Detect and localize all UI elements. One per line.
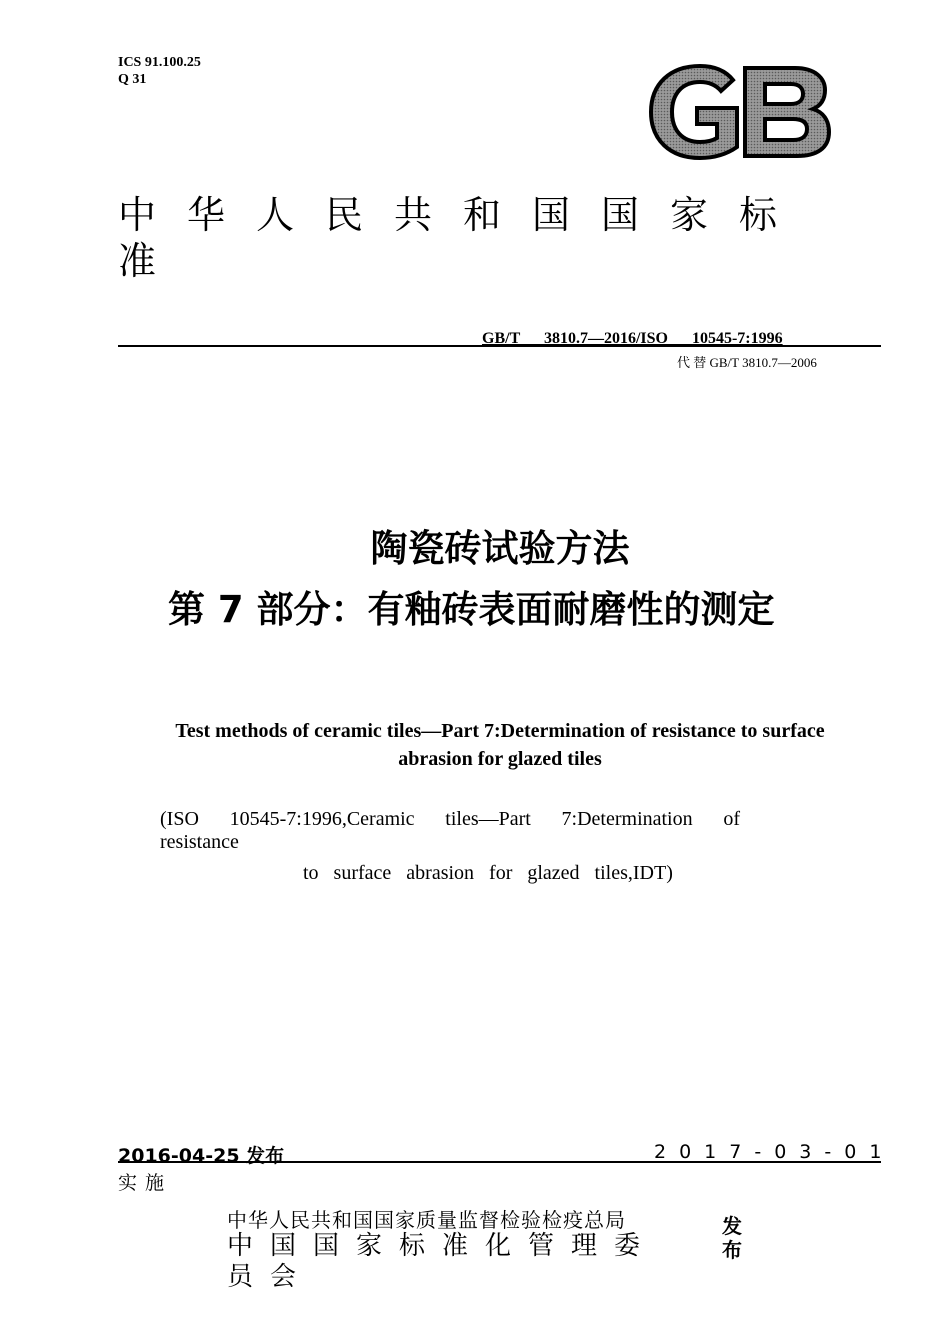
gb-logo (645, 62, 835, 162)
ccs-code: Q 31 (118, 72, 147, 87)
iso-reference-line1: (ISO 10545-7:1996,Ceramic tiles—Part 7:Determination of (160, 808, 740, 830)
standard-number: GB/T 3810.7—2016/ISO 10545-7:1996 (482, 330, 783, 347)
document-title-cn-line1: 陶瓷砖试验方法 (370, 527, 630, 570)
iso-reference-line1b: resistance (160, 831, 239, 853)
document-title-cn-line2: 第 7 部分：有釉砖表面耐磨性的测定 (168, 588, 775, 631)
document-title-en: Test methods of ceramic tiles—Part 7:Determination of resistance to surface abrasion for glazed tiles (175, 720, 825, 770)
issue-date: 2016-04-25 发布 (118, 1145, 285, 1167)
replaces-standard: 代 替 GB/T 3810.7—2006 (677, 355, 817, 370)
iso-reference-line2: to surface abrasion for glazed tiles,IDT) (303, 862, 673, 884)
classification-codes (118, 54, 201, 88)
implementation-label: 实施 (118, 1172, 173, 1194)
national-standard-title: 中华人民共和国国家标准 (118, 193, 809, 283)
publisher-aqsiq: 中华人民共和国国家质量监督检验检疫总局 (227, 1208, 626, 1232)
publisher-sac: 中国国家标准化管理委员会 (227, 1231, 658, 1292)
publish-mark: 发布 (722, 1214, 742, 1262)
ics-code: ICS 91.100.25 (118, 55, 201, 70)
implementation-date: 2017-03-01 (654, 1141, 895, 1163)
